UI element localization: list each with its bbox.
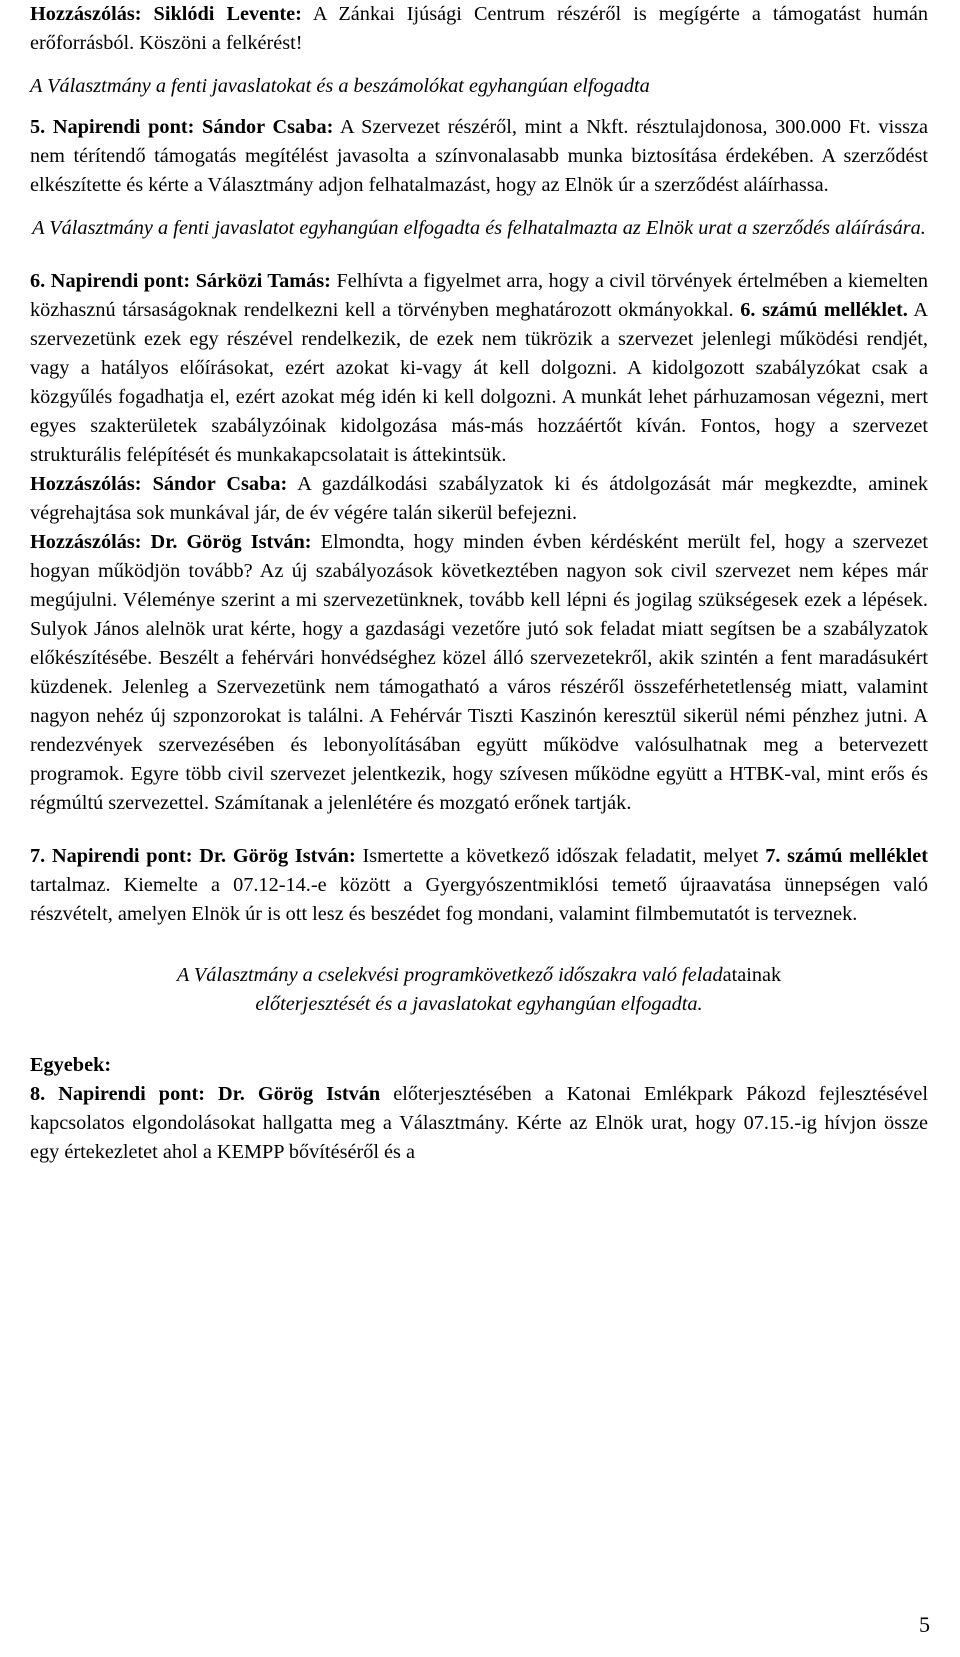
comment-text: Elmondta, hogy minden évben kérdésként merült fel, hogy a szervezet hogyan működjön tovább? Az új szabályozások következtében nagyon sok civil szervezet nem képes már megújulni. Véleménye szerint a mi szervezetünknek, tovább kell lépni és jogilag szükségesek ezek a lépések. Sulyok János alelnök urat kérte, hogy a gazdasági vezetőre jutó sok feladat miatt segítsen be a szabályzatok előkészítésébe. Beszélt a fehérvári honvédséghez közel álló szervezetekről, akik szintén a fent maradásukért küzdenek. Jelenleg a Szervezetünk nem támogatható a város részéről összeférhetetlenség miatt, valamint nagyon nehéz új szponzorokat is találni. A Fehérvár Tiszti Kaszinón keresztül sikerül némi pénzhez jutni. A rendezvények szervezésében és lebonyolításában együtt működve valósulhatnak meg a betervezett programok. Egyre több civil szervezet jelentkezik, hogy szívesen működne együtt a HTBK-val, mint erős és régmúltú szervezettel. Számítanak a jelenlétére és mozgató erőnek tartják. — [30, 531, 928, 814]
comment-text: A Zánkai Ijúsági Centrum részéről is megígérte a támogatást humán erőforrásból. Köszöni a felkérést! — [30, 3, 928, 54]
page-number: 5 — [919, 1612, 930, 1637]
agenda-label: 5. Napirendi pont: Sándor Csaba: — [30, 116, 334, 138]
annex-reference: 7. számú melléklet — [765, 845, 929, 867]
agenda-label: 8. Napirendi pont: Dr. Görög István — [30, 1083, 381, 1105]
resolution-7-line2: előterjesztését és a javaslatokat egyhangúan elfogadta. — [255, 993, 703, 1015]
resolution-7 — [30, 961, 928, 990]
comment-label: Hozzászólás: Dr. Görög István: — [30, 531, 312, 553]
comment-text: A gazdálkodási szabályzatok ki és átdolgozását már megkezdte, aminek végrehajtása sok munkával jár, de év végére talán sikerül befejezni. — [30, 473, 928, 524]
agenda-item-5 — [30, 113, 928, 200]
document-page — [30, 0, 928, 1167]
comment-label: Hozzászólás: Siklódi Levente: — [30, 3, 302, 25]
comment-label: Hozzászólás: Sándor Csaba: — [30, 473, 288, 495]
comment-gorog — [30, 528, 928, 818]
spacer — [30, 243, 928, 267]
other-heading: Egyebek: — [30, 1054, 112, 1076]
agenda-text: A szervezetünk ezek egy részével rendelkezik, de ezek nem tükrözik a szervezet jelenlegi működési rendjét, vagy a hatályos előírásokat, ezért azokat ki-vagy át kell dolgozni. A kidolgozott szabályzókat csak a közgyűlés fogadhatja el, ezért azokat még idén ki kell dolgozni. A munkát lehet párhuzamosan végezni, mert egyes szakterületek szabályzóinak kidolgozása más-más hozzáértőt kíván. Fontos, hogy a szervezet strukturális felépítését és munkakapcsolatait is áttekintsük. — [30, 299, 929, 466]
agenda-text: tartalmaz. Kiemelte a 07.12-14.-e között a Gyergyószentmiklósi temető újraavatása ünnepségen való részvételt, amelyen Elnök úr is ott lesz és beszédet fog mondani, valamint filmbemutatót is terveznek. — [30, 874, 928, 925]
agenda-text: Felhívta a figyelmet arra, hogy a civil törvények értelmében a kiemelten közhasznú társaságoknak rendelkezni kell a törvényben meghatározott okmányokkal. — [30, 270, 928, 321]
annex-reference: 6. számú melléklet. — [740, 299, 908, 321]
resolution-text: A Választmány a cselekvési programkövetkező időszakra való felad — [176, 964, 723, 986]
spacer — [30, 818, 928, 842]
agenda-label: 7. Napirendi pont: Dr. Görög István: — [30, 845, 356, 867]
spacer — [30, 929, 928, 961]
comment-sandor — [30, 470, 928, 528]
spacer — [30, 1019, 928, 1051]
agenda-item-6 — [30, 267, 928, 470]
resolution-text: atainak — [722, 964, 782, 986]
resolution-5: A Választmány a fenti javaslatot egyhangúan elfogadta és felhatalmazta az Elnök urat a szerződés aláírására. — [32, 217, 926, 239]
agenda-item-8 — [30, 1080, 928, 1167]
comment-siklodi — [30, 0, 928, 58]
resolution-1: A Választmány a fenti javaslatokat és a beszámolókat egyhangúan elfogadta — [30, 75, 650, 97]
agenda-text: előterjesztésében a Katonai Emlékpark Pákozd fejlesztésével kapcsolatos elgondolásokat hallgatta meg a Választmány. Kérte az Elnök urat, hogy 07.15.-ig hívjon össze egy értekezletet ahol a KEMPP bővítéséről és a — [30, 1083, 928, 1163]
agenda-text: Ismertette a következő időszak feladatit, melyet — [355, 845, 766, 867]
agenda-label: 6. Napirendi pont: Sárközi Tamás: — [30, 270, 331, 292]
agenda-text: A Szervezet részéről, mint a Nkft. résztulajdonosa, 300.000 Ft. vissza nem térítendő támogatás megítélést javasolta a színvonalasabb munka biztosítása érdekében. A szerződést elkészítette és kérte a Választmány adjon felhatalmazást, hogy az Elnök úr a szerződést aláírhassa. — [30, 116, 928, 196]
agenda-item-7 — [30, 842, 928, 929]
